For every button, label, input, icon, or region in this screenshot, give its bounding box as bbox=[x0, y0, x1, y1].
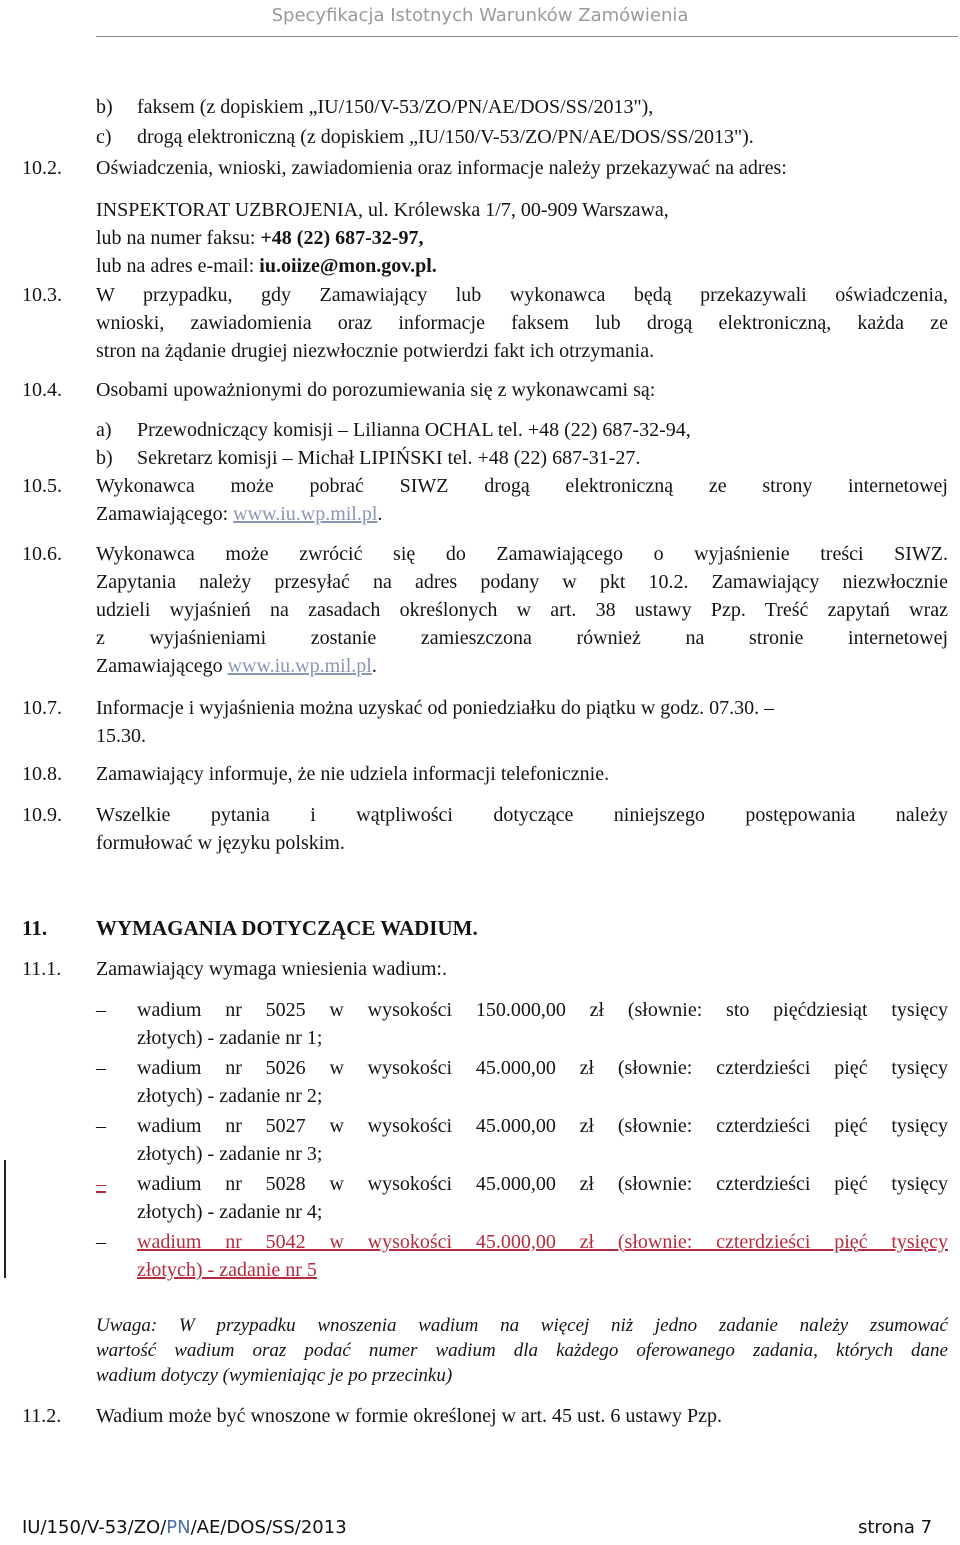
para-10-7-number: 10.7. bbox=[22, 697, 62, 719]
para-10-3-line: wnioski, zawiadomienia oraz informacje faksem lub drogą elektroniczną, każda ze bbox=[96, 312, 948, 334]
email-line: lub na adres e-mail: iu.oiize@mon.gov.pl. bbox=[96, 255, 437, 277]
para-11-1-text: Zamawiający wymaga wniesienia wadium:. bbox=[96, 958, 447, 980]
contact-b-label: b) bbox=[96, 447, 113, 469]
page-header: Specyfikacja Istotnych Warunków Zamówienia bbox=[271, 5, 689, 26]
fax-line: lub na numer faksu: +48 (22) 687-32-97, bbox=[96, 227, 424, 249]
para-10-9-line: Wszelkie pytania i wątpliwości dotyczące niniejszego postępowania należy bbox=[96, 804, 948, 826]
list-dash: – bbox=[96, 1115, 106, 1137]
para-10-5-number: 10.5. bbox=[22, 475, 62, 497]
para-10-4-number: 10.4. bbox=[22, 379, 62, 401]
contact-b-text: Sekretarz komisji – Michał LIPIŃSKI tel. +48 (22) 687-31-27. bbox=[137, 447, 641, 469]
list-dash: – bbox=[96, 1057, 106, 1079]
website-link[interactable]: www.iu.wp.mil.pl bbox=[227, 655, 372, 677]
para-10-2-text: Oświadczenia, wnioski, zawiadomienia oraz informacje należy przekazywać na adres: bbox=[96, 157, 787, 179]
footer-reference: IU/150/V-53/ZO/PN/AE/DOS/SS/2013 bbox=[22, 1517, 347, 1538]
address-line: INSPEKTORAT UZBROJENIA, ul. Królewska 1/7, 00-909 Warszawa, bbox=[96, 199, 669, 221]
footer-page-number: strona 7 bbox=[858, 1517, 933, 1538]
note-line: wartość wadium oraz podać numer wadium dla każdego oferowanego zadania, których dane bbox=[96, 1340, 948, 1361]
para-10-9-line: formułować w języku polskim. bbox=[96, 832, 345, 854]
para-11-2-number: 11.2. bbox=[22, 1405, 62, 1427]
para-10-6-line: Wykonawca może zwrócić się do Zamawiającego o wyjaśnienie treści SIWZ. bbox=[96, 543, 948, 565]
para-10-2-number: 10.2. bbox=[22, 157, 62, 179]
wadium-item-line: wadium nr 5028 w wysokości 45.000,00 zł (słownie: czterdzieści pięć tysięcy bbox=[137, 1173, 948, 1195]
section-11-title: WYMAGANIA DOTYCZĄCE WADIUM. bbox=[96, 916, 478, 940]
para-10-5-line: Zamawiającego: www.iu.wp.mil.pl. bbox=[96, 503, 383, 525]
para-10-6-line: z wyjaśnieniami zostanie zamieszczona również na stronie internetowej bbox=[96, 627, 948, 649]
wadium-item-line-revised: złotych) - zadanie nr 5 bbox=[137, 1259, 317, 1281]
website-link[interactable]: www.iu.wp.mil.pl bbox=[233, 503, 378, 525]
wadium-item-line: złotych) - zadanie nr 2; bbox=[137, 1085, 323, 1107]
contact-a-text: Przewodniczący komisji – Lilianna OCHAL tel. +48 (22) 687-32-94, bbox=[137, 419, 691, 441]
para-10-6-line: Zapytania należy przesyłać na adres podany w pkt 10.2. Zamawiający niezwłocznie bbox=[96, 571, 948, 593]
item-c-text: drogą elektroniczną (z dopiskiem „IU/150/V-53/ZO/PN/AE/DOS/SS/2013"). bbox=[137, 126, 754, 148]
para-10-4-text: Osobami upoważnionymi do porozumiewania się z wykonawcami są: bbox=[96, 379, 656, 401]
para-10-8-text: Zamawiający informuje, że nie udziela informacji telefonicznie. bbox=[96, 763, 610, 785]
list-dash-revised: – bbox=[96, 1173, 106, 1195]
para-11-1-number: 11.1. bbox=[22, 958, 62, 980]
item-b-text: faksem (z dopiskiem „IU/150/V-53/ZO/PN/AE/DOS/SS/2013"), bbox=[137, 96, 654, 118]
para-10-7-line: 15.30. bbox=[96, 725, 146, 747]
fax-number: +48 (22) 687-32-97, bbox=[260, 227, 424, 249]
list-dash: – bbox=[96, 999, 106, 1021]
para-10-8-number: 10.8. bbox=[22, 763, 62, 785]
item-c-label: c) bbox=[96, 126, 112, 148]
para-10-9-number: 10.9. bbox=[22, 804, 62, 826]
header-rule bbox=[96, 36, 958, 37]
revision-margin-bar bbox=[4, 1160, 6, 1278]
para-10-3-number: 10.3. bbox=[22, 284, 62, 306]
para-10-6-number: 10.6. bbox=[22, 543, 62, 565]
wadium-item-line: wadium nr 5027 w wysokości 45.000,00 zł (słownie: czterdzieści pięć tysięcy bbox=[137, 1115, 948, 1137]
para-10-5-line: Wykonawca może pobrać SIWZ drogą elektroniczną ze strony internetowej bbox=[96, 475, 948, 497]
note-line: wadium dotyczy (wymieniając je po przecinku) bbox=[96, 1365, 453, 1386]
email-address: iu.oiize@mon.gov.pl. bbox=[259, 255, 437, 277]
note-line: Uwaga: W przypadku wnoszenia wadium na więcej niż jedno zadanie należy zsumować bbox=[96, 1315, 948, 1336]
wadium-item-line-revised: wadium nr 5042 w wysokości 45.000,00 zł (słownie: czterdzieści pięć tysięcy bbox=[137, 1231, 948, 1253]
wadium-item-line: złotych) - zadanie nr 3; bbox=[137, 1143, 323, 1165]
contact-a-label: a) bbox=[96, 419, 112, 441]
wadium-item-line: wadium nr 5025 w wysokości 150.000,00 zł (słownie: sto pięćdziesiąt tysięcy bbox=[137, 999, 948, 1021]
section-11-number: 11. bbox=[22, 916, 48, 940]
para-10-3-line: stron na żądanie drugiej niezwłocznie potwierdzi fakt ich otrzymania. bbox=[96, 340, 655, 362]
item-b-label: b) bbox=[96, 96, 113, 118]
wadium-item-line: wadium nr 5026 w wysokości 45.000,00 zł (słownie: czterdzieści pięć tysięcy bbox=[137, 1057, 948, 1079]
para-10-6-line: udzieli wyjaśnień na zasadach określonych w art. 38 ustawy Pzp. Treść zapytań wraz bbox=[96, 599, 948, 621]
para-10-6-line: Zamawiającego www.iu.wp.mil.pl. bbox=[96, 655, 377, 677]
list-dash: – bbox=[96, 1231, 106, 1253]
para-11-2-text: Wadium może być wnoszone w formie określonej w art. 45 ust. 6 ustawy Pzp. bbox=[96, 1405, 723, 1427]
wadium-item-line: złotych) - zadanie nr 1; bbox=[137, 1027, 323, 1049]
para-10-3-line: W przypadku, gdy Zamawiający lub wykonawca będą przekazywali oświadczenia, bbox=[96, 284, 948, 306]
wadium-item-line: złotych) - zadanie nr 4; bbox=[137, 1201, 323, 1223]
para-10-7-line: Informacje i wyjaśnienia można uzyskać od poniedziałku do piątku w godz. 07.30. – bbox=[96, 697, 775, 719]
